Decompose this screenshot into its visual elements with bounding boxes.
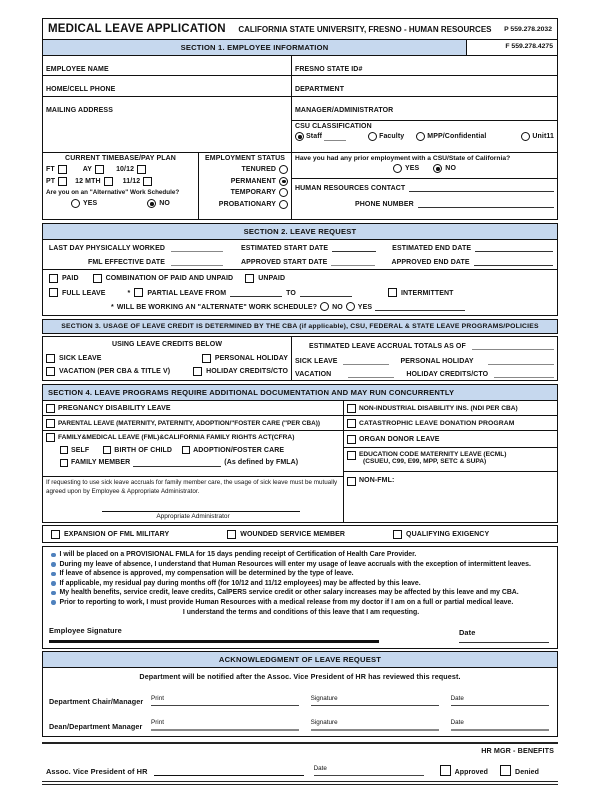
employee-name-label: EMPLOYEE NAME xyxy=(46,66,109,73)
prior-employment-question: Have you had any prior employment with a CSU/State of California? xyxy=(295,155,511,162)
alt-schedule-question: Are you on an "Alternative" Work Schedule? xyxy=(46,189,180,196)
term-bullet xyxy=(51,561,551,568)
bullet-icon xyxy=(51,562,56,567)
sick-leave-note: If requesting to use sick leave accruals for family member care, the usage of sick leave must be mutually agreed upon by Employee & Appropriate Administrator. xyxy=(46,479,338,495)
alt-yes-label: YES xyxy=(82,200,98,207)
organ-donor-checkbox[interactable] xyxy=(347,435,356,444)
family-member-field[interactable] xyxy=(133,458,221,467)
term-text: If applicable, my residual pay during months off (for 10/12 and 11/12 employees) may be affected by this leave. xyxy=(59,579,421,587)
accrual-totals-title: ESTIMATED LEAVE ACCRUAL TOTALS AS OF xyxy=(309,343,466,350)
probationary-label: PROBATIONARY xyxy=(218,200,276,208)
birth-checkbox[interactable] xyxy=(103,446,111,454)
organization-name: CALIFORNIA STATE UNIVERSITY, FRESNO - HUMAN RESOURCES xyxy=(238,24,492,34)
section1-box xyxy=(42,18,558,220)
partial-leave-label: PARTIAL LEAVE FROM xyxy=(147,290,227,297)
pt-label: PT xyxy=(46,178,56,185)
term-bullet xyxy=(51,580,551,587)
signature-label: Signature xyxy=(310,718,338,726)
term-text: My health benefits, service credit, leave credits, CalPERS service credit or other salary increases may be affected by this leave and my CBA. xyxy=(59,589,519,597)
acknowledgment-title: ACKNOWLEDGMENT OF LEAVE REQUEST xyxy=(43,652,557,668)
accrual-holiday-label: HOLIDAY CREDITS/CTO xyxy=(406,371,489,378)
catastrophic-label: CATASTROPHIC LEAVE DONATION PROGRAM xyxy=(359,419,515,427)
timebase-group xyxy=(43,153,198,219)
employee-signature-line[interactable] xyxy=(49,640,379,643)
phone-number-label: PHONE NUMBER xyxy=(355,201,414,208)
denied-label: Denied xyxy=(515,768,539,776)
home-phone-label: HOME/CELL PHONE xyxy=(46,86,116,93)
approved-checkbox[interactable] xyxy=(440,765,451,776)
alt-sched-yes-label: YES xyxy=(357,304,373,311)
fresno-id-field[interactable] xyxy=(291,56,557,75)
birth-label: BIRTH OF CHILD xyxy=(114,446,173,454)
section4-title: SECTION 4. LEAVE PROGRAMS REQUIRE ADDITIONAL DOCUMENTATION AND MAY RUN CONCURRENTLY xyxy=(43,385,557,401)
wounded-label: WOUNDED SERVICE MEMBER xyxy=(240,530,346,538)
alt-sched-no-label: NO xyxy=(332,304,343,311)
alt-no-label: NO xyxy=(159,200,170,207)
permanent-radio[interactable] xyxy=(279,177,288,186)
personal-holiday-label: PERSONAL HOLIDAY xyxy=(214,355,288,362)
employment-status-title: EMPLOYMENT STATUS xyxy=(205,155,285,162)
holiday-cto-checkbox[interactable] xyxy=(193,367,202,376)
holiday-cto-label: HOLIDAY CREDITS/CTO xyxy=(206,368,288,375)
paid-checkbox[interactable] xyxy=(49,274,58,283)
fml-effective-field[interactable] xyxy=(171,257,223,266)
prior-no-radio[interactable] xyxy=(433,164,442,173)
signature-date-label: Date xyxy=(459,627,476,637)
csu-unit11-radio[interactable] xyxy=(521,132,530,141)
appropriate-admin-label: Appropriate Administrator xyxy=(156,513,230,520)
bullet-icon xyxy=(51,591,56,596)
self-checkbox[interactable] xyxy=(60,446,68,454)
accrual-personal-label: PERSONAL HOLIDAY xyxy=(400,358,474,365)
prior-no-label: NO xyxy=(445,165,456,172)
pregnancy-label: PREGNANCY DISABILITY LEAVE xyxy=(58,404,171,412)
avp-label: Assoc. Vice President of HR xyxy=(46,766,148,776)
manager-field[interactable] xyxy=(292,97,557,121)
pt-checkbox[interactable] xyxy=(58,177,67,186)
signature-date-line[interactable] xyxy=(459,642,549,643)
timebase-title: CURRENT TIMEBASE/PAY PLAN xyxy=(65,155,176,162)
full-leave-checkbox[interactable] xyxy=(49,288,58,297)
section1-title: SECTION 1. EMPLOYEE INFORMATION xyxy=(43,40,467,55)
fmla-def-label: (As defined by FMLA) xyxy=(224,459,299,466)
est-start-field[interactable] xyxy=(332,243,376,252)
appr-start-field[interactable] xyxy=(331,257,375,266)
form-title: MEDICAL LEAVE APPLICATION xyxy=(48,23,226,35)
partial-to-label: TO xyxy=(286,290,296,297)
print-label: Print xyxy=(151,718,164,726)
date-label: Date xyxy=(450,694,464,702)
sick-leave-checkbox[interactable] xyxy=(46,354,55,363)
prior-yes-label: YES xyxy=(404,165,420,172)
accrual-sick-label: SICK LEAVE xyxy=(295,358,338,365)
adoption-label: ADOPTION/FOSTER CARE xyxy=(193,446,285,454)
hr-contact-label: HUMAN RESOURCES CONTACT xyxy=(295,185,406,192)
approved-label: Approved xyxy=(454,768,489,776)
avp-signature-field[interactable] xyxy=(154,775,304,776)
pregnancy-checkbox[interactable] xyxy=(46,404,55,413)
phone-number-field[interactable] xyxy=(418,199,554,208)
family-member-label: FAMILY MEMBER xyxy=(71,459,131,466)
temporary-radio[interactable] xyxy=(279,188,288,197)
1012-checkbox[interactable] xyxy=(137,165,146,174)
accrual-personal-field[interactable] xyxy=(488,356,554,365)
temporary-label: TEMPORARY xyxy=(230,189,276,196)
partial-star: * xyxy=(127,290,131,297)
fml-military-box xyxy=(42,525,558,543)
agreement-statement: I understand the terms and conditions of this leave that I am requesting. xyxy=(182,608,420,616)
wounded-checkbox[interactable] xyxy=(227,530,236,539)
section2-box xyxy=(42,223,558,316)
hr-contact-field[interactable] xyxy=(409,183,554,192)
csu-staff-blank[interactable] xyxy=(324,132,346,141)
csu-staff-radio[interactable] xyxy=(295,132,304,141)
parental-label: PARENTAL LEAVE (MATERNITY, PATERNITY, ADOPTION/"FOSTER CARE ("PER CBA)) xyxy=(58,419,321,427)
intermittent-checkbox[interactable] xyxy=(388,288,397,297)
full-leave-label: FULL LEAVE xyxy=(62,290,106,297)
ndi-label: NON-INDUSTRIAL DISABILITY INS. (NDI PER CBA) xyxy=(359,404,518,412)
1012-label: 10/12 xyxy=(116,166,135,173)
permanent-label: PERMANENT xyxy=(230,177,276,185)
terms-box xyxy=(42,546,558,649)
alt-yes-radio[interactable] xyxy=(71,199,80,208)
term-text: Prior to reporting to work, I must provide Human Resources with a medical release from my doctor if I am on a full or partial medical leave. xyxy=(59,598,514,606)
fml-cfra-label: FAMILY&MEDICAL LEAVE (FML)&CALIFORNIA FAMILY RIGHTS ACT(CFRA) xyxy=(58,434,295,441)
csu-mpp-radio[interactable] xyxy=(416,132,425,141)
self-label: SELF xyxy=(71,446,90,454)
term-text: I will be placed on a PROVISIONAL FMLA for 15 days pending receipt of Certification of Health Care Provider. xyxy=(59,551,417,558)
expansion-label: EXPANSION OF FML MILITARY xyxy=(64,530,170,538)
term-bullet xyxy=(51,570,551,577)
expansion-checkbox[interactable] xyxy=(51,530,60,539)
ecml-label: EDUCATION CODE MATERNITY LEAVE (ECML) xyxy=(359,451,507,458)
appropriate-admin-line[interactable] xyxy=(102,504,300,512)
employee-signature-label: Employee Signature xyxy=(49,625,122,635)
alt-sched-yes-radio[interactable] xyxy=(346,302,355,311)
12mth-checkbox[interactable] xyxy=(104,177,113,186)
department-label: DEPARTMENT xyxy=(295,86,345,93)
accrual-vacation-field[interactable] xyxy=(348,369,394,378)
fml-effective-label: FML EFFECTIVE DATE xyxy=(88,259,165,266)
fresno-id-label: FRESNO STATE ID# xyxy=(295,66,363,73)
term-text: If leave of absence is approved, my compensation will be determined by the type of leave. xyxy=(59,570,354,578)
probationary-radio[interactable] xyxy=(279,200,288,209)
acknowledgment-note: Department will be notified after the Assoc. Vice President of HR has reviewed this request. xyxy=(139,671,461,681)
1112-checkbox[interactable] xyxy=(143,177,152,186)
partial-from-field[interactable] xyxy=(230,288,282,297)
date-label: Date xyxy=(450,718,464,726)
fml-cfra-checkbox[interactable] xyxy=(46,433,55,442)
tenured-label: TENURED xyxy=(241,166,276,173)
intermittent-label: INTERMITTENT xyxy=(400,290,454,297)
bullet-icon xyxy=(51,600,56,605)
section1-band-row xyxy=(43,40,557,56)
combination-checkbox[interactable] xyxy=(93,274,102,283)
avp-date-label: Date xyxy=(313,764,327,772)
alt-sched-field[interactable] xyxy=(375,302,465,311)
phone-number-text: P 559.278.2032 xyxy=(504,25,552,33)
partial-to-field[interactable] xyxy=(300,288,352,297)
alt-sched-star: * xyxy=(111,304,114,311)
using-credits-title: USING LEAVE CREDITS BELOW xyxy=(111,341,223,348)
paid-label: PAID xyxy=(62,275,79,282)
tenured-radio[interactable] xyxy=(279,165,288,174)
ft-checkbox[interactable] xyxy=(58,165,67,174)
appr-start-label: APPROVED START DATE xyxy=(241,259,328,266)
section3-title: SECTION 3. USAGE OF LEAVE CREDIT IS DETERMINED BY THE CBA (if applicable), CSU, FEDERAL & STATE LEAVE PROGRAMS/POLICIES xyxy=(43,320,557,333)
exigency-checkbox[interactable] xyxy=(393,530,402,539)
1112-label: 11/12 xyxy=(122,178,141,185)
dean-label: Dean/Department Manager xyxy=(49,721,143,731)
last-day-field[interactable] xyxy=(171,243,223,252)
accrual-vacation-label: VACATION xyxy=(295,371,332,378)
accrual-sick-field[interactable] xyxy=(343,356,389,365)
nonfml-label: NON-FML: xyxy=(359,477,395,484)
ay-checkbox[interactable] xyxy=(95,165,104,174)
catastrophic-checkbox[interactable] xyxy=(347,419,356,428)
form-header xyxy=(43,19,557,40)
personal-holiday-checkbox[interactable] xyxy=(202,354,211,363)
csu-mpp-label: MPP/Confidential xyxy=(427,133,487,140)
denied-checkbox[interactable] xyxy=(500,765,511,776)
mailing-address-label: MAILING ADDRESS xyxy=(46,107,113,114)
appr-end-field[interactable] xyxy=(474,257,553,266)
ecml-checkbox[interactable] xyxy=(347,451,356,460)
csu-staff-label: Staff xyxy=(306,133,323,140)
unpaid-checkbox[interactable] xyxy=(245,274,254,283)
sick-leave-label: SICK LEAVE xyxy=(59,355,102,362)
csu-unit11-label: Unit11 xyxy=(532,133,554,140)
ndi-checkbox[interactable] xyxy=(347,404,356,413)
term-text: During my leave of absence, I understand that Human Resources will enter my usage of leave accruals with the exception of intermittent leaves. xyxy=(59,560,531,568)
bullet-icon xyxy=(51,581,56,586)
adoption-checkbox[interactable] xyxy=(182,446,190,454)
ay-label: AY xyxy=(82,166,93,173)
bullet-icon xyxy=(51,553,56,558)
prior-yes-radio[interactable] xyxy=(393,164,402,173)
unpaid-label: UNPAID xyxy=(258,275,286,282)
appr-end-label: APPROVED END DATE xyxy=(391,259,470,266)
partial-leave-checkbox[interactable] xyxy=(134,288,143,297)
employment-status-group xyxy=(198,153,291,219)
last-day-label: LAST DAY PHYSICALLY WORKED xyxy=(48,245,165,252)
alt-no-radio[interactable] xyxy=(147,199,156,208)
fax-number-text: F 559.278.4275 xyxy=(505,43,553,50)
term-bullet xyxy=(51,599,551,606)
home-phone-field[interactable] xyxy=(43,76,291,96)
print-label: Print xyxy=(151,694,164,702)
ft-label: FT xyxy=(46,166,55,173)
accrual-asof-field[interactable] xyxy=(472,341,554,350)
signature-label: Signature xyxy=(310,694,338,702)
department-field[interactable] xyxy=(291,76,557,96)
alt-sched-question: WILL BE WORKING AN "ALTERNATE" WORK SCHEDULE? xyxy=(116,304,318,311)
employee-name-field[interactable] xyxy=(43,56,291,75)
hr-mgr-label: HR MGR - BENEFITS xyxy=(481,745,554,755)
csu-faculty-radio[interactable] xyxy=(368,132,377,141)
csu-classification-group xyxy=(292,121,557,152)
section3-band-box xyxy=(42,319,558,334)
section4-box xyxy=(42,384,558,523)
vacation-checkbox[interactable] xyxy=(46,367,55,376)
exigency-label: QUALIFYING EXIGENCY xyxy=(406,530,490,538)
est-end-field[interactable] xyxy=(475,243,553,252)
vacation-label: VACATION (PER CBA & TITLE V) xyxy=(59,368,171,375)
nonfml-checkbox[interactable] xyxy=(347,477,356,486)
bullet-icon xyxy=(51,572,56,577)
term-bullet xyxy=(51,589,551,596)
acknowledgment-box xyxy=(42,651,558,737)
organ-donor-label: ORGAN DONOR LEAVE xyxy=(359,435,440,443)
combination-label: COMBINATION OF PAID AND UNPAID xyxy=(105,275,234,282)
term-bullet xyxy=(51,551,551,558)
accrual-holiday-field[interactable] xyxy=(494,369,554,378)
manager-label: MANAGER/ADMINISTRATOR xyxy=(295,107,394,114)
est-end-label: ESTIMATED END DATE xyxy=(392,245,472,252)
family-member-checkbox[interactable] xyxy=(60,459,68,467)
hr-footer xyxy=(42,742,558,785)
section2-title: SECTION 2. LEAVE REQUEST xyxy=(43,224,557,240)
medical-leave-form xyxy=(42,18,558,785)
csu-classification-label: CSU CLASSIFICATION xyxy=(295,123,372,130)
est-start-label: ESTIMATED START DATE xyxy=(241,245,329,252)
alt-sched-no-radio[interactable] xyxy=(320,302,329,311)
parental-checkbox[interactable] xyxy=(46,419,55,428)
mailing-address-field[interactable] xyxy=(43,97,291,152)
ecml-unions-label: (CSUEU, C99, E99, MPP, SETC & SUPA) xyxy=(363,458,487,465)
csu-faculty-label: Faculty xyxy=(379,133,405,140)
section3-body-box xyxy=(42,336,558,381)
12mth-label: 12 MTH xyxy=(75,178,101,185)
dept-chair-label: Department Chair/Manager xyxy=(49,696,144,706)
